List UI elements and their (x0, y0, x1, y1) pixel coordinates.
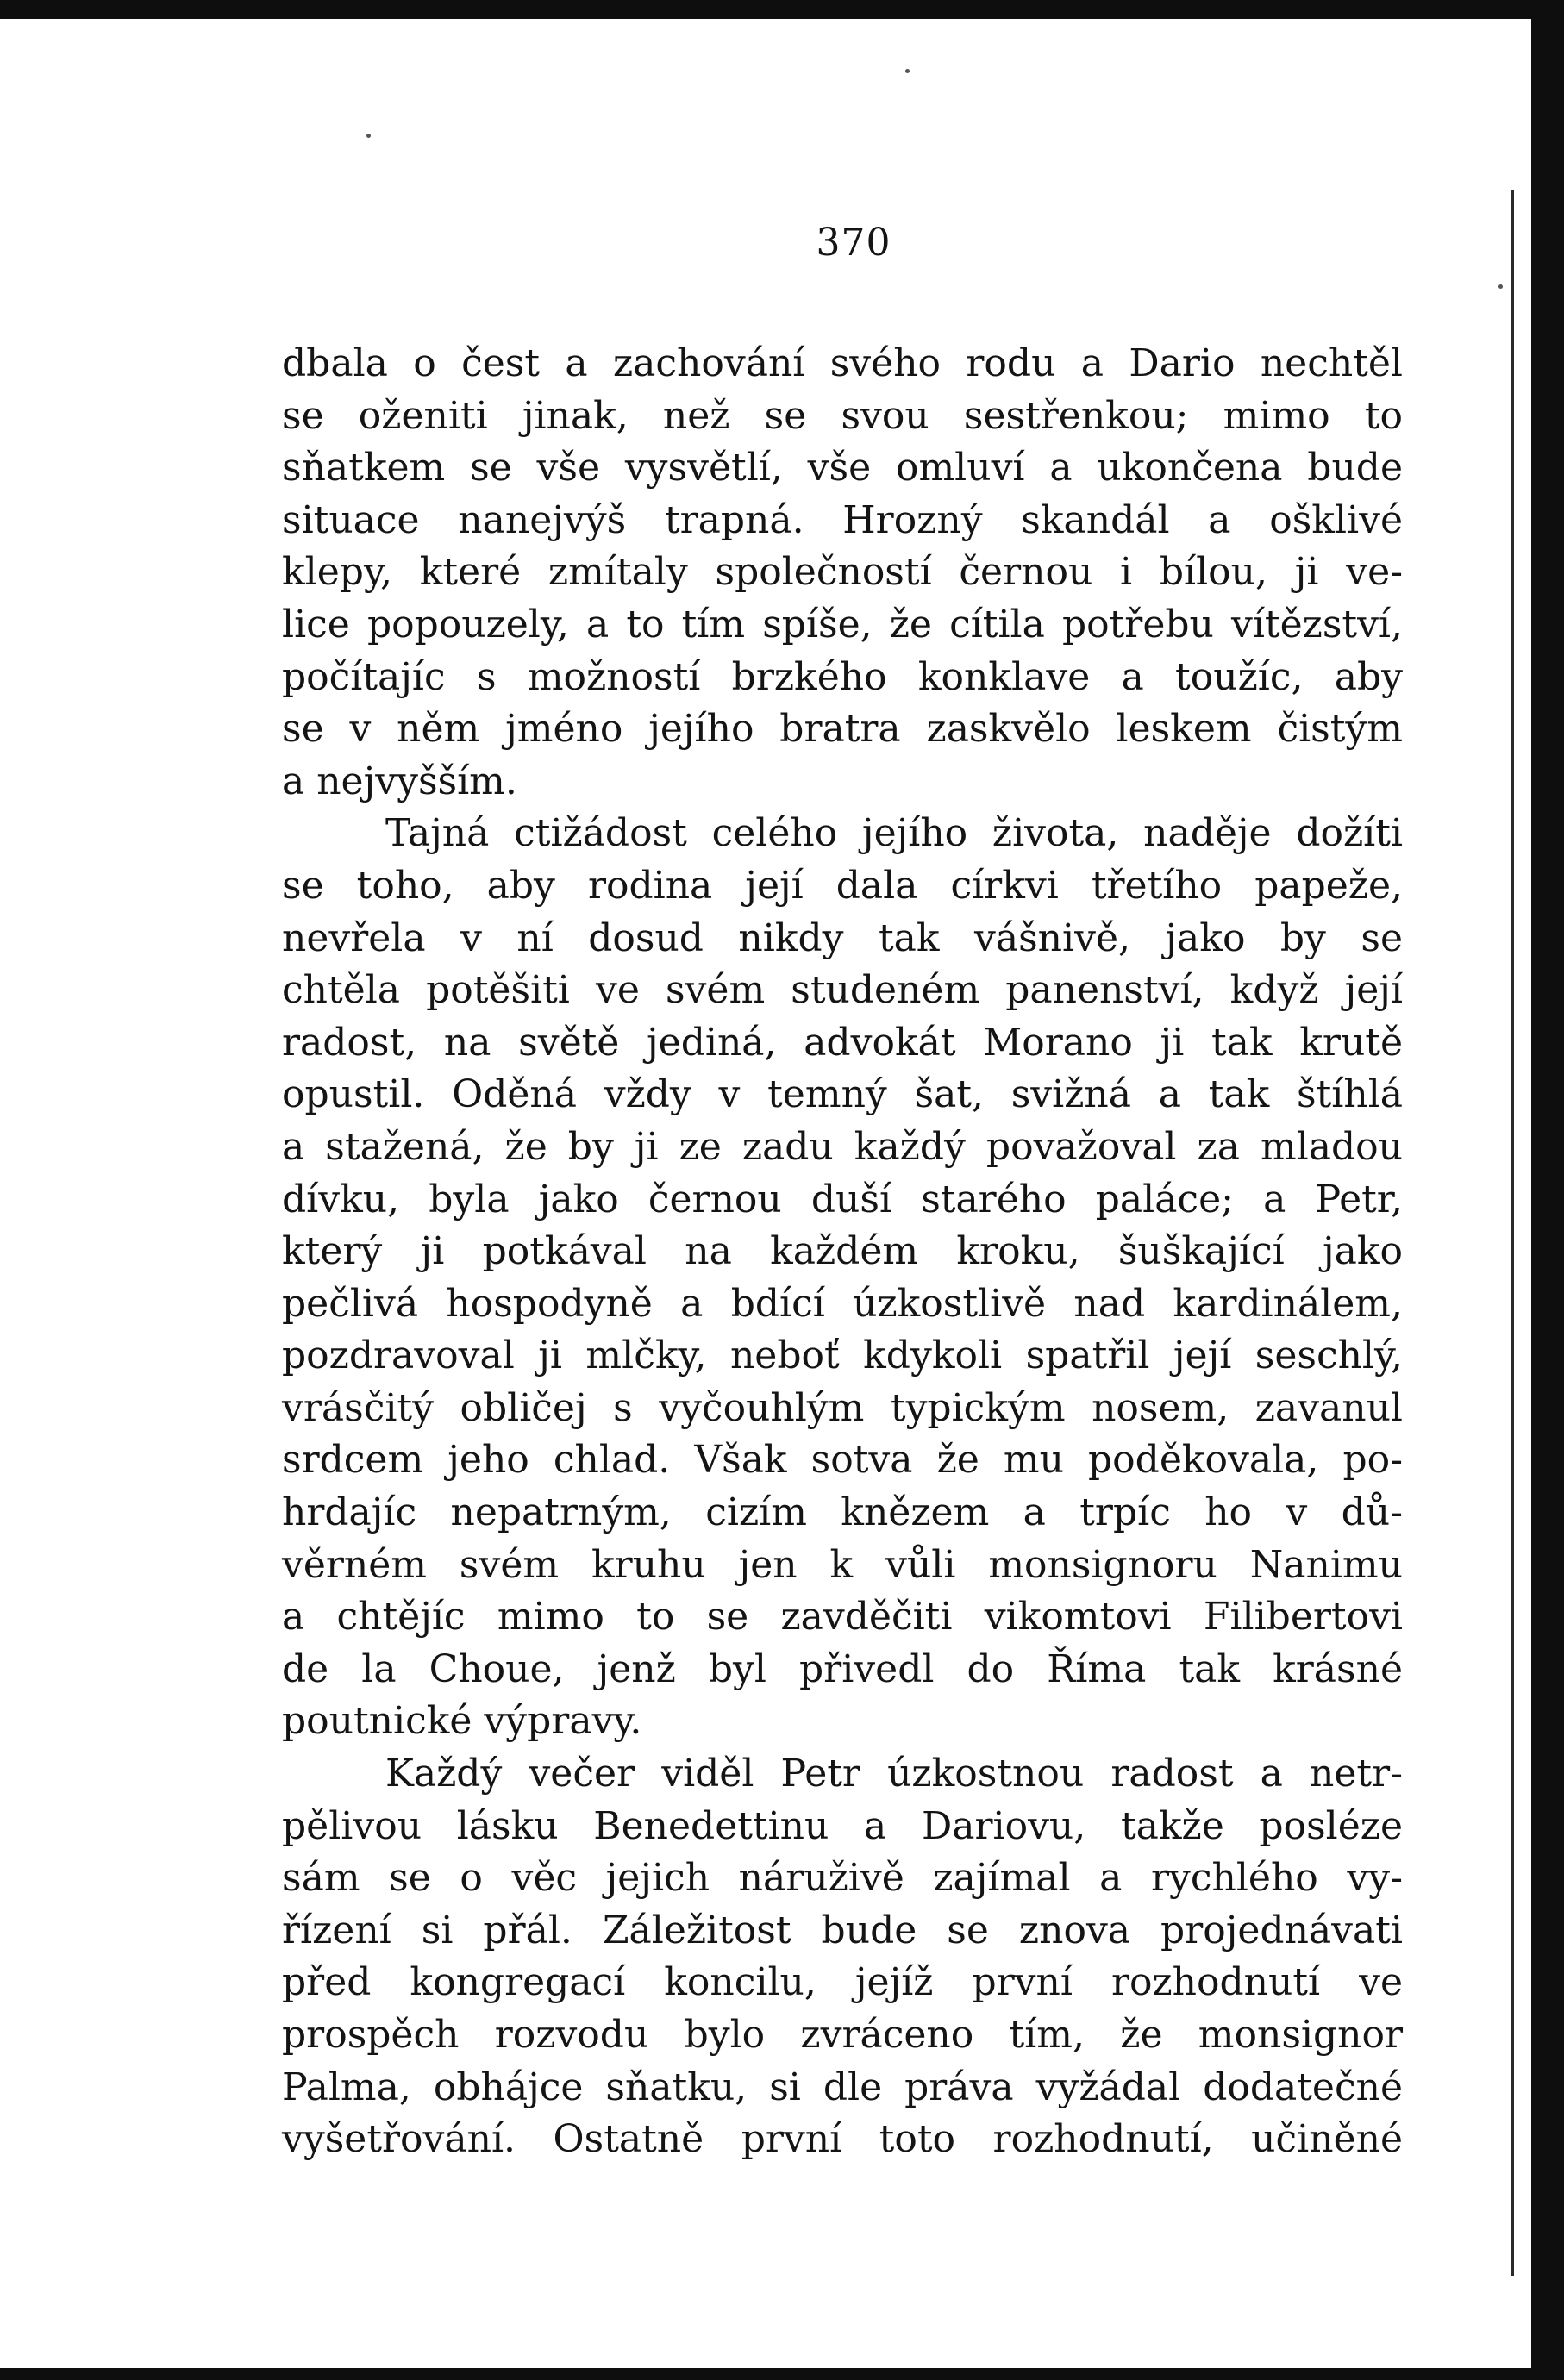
scan-edge-line (1511, 190, 1514, 2276)
text-line: prospěch rozvodu bylo zvráceno tím, že monsignor (282, 2013, 1403, 2057)
scan-speck (366, 134, 371, 138)
text-line: a stažená, že by ji ze zadu každý považoval za mladou (282, 1124, 1403, 1169)
scan-border-bottom (0, 2368, 1564, 2380)
text-line: se oženiti jinak, než se svou sestřenkou; mimo to (282, 393, 1403, 438)
text-line: Palma, obhájce sňatku, si dle práva vyžádal dodatečné (282, 2065, 1403, 2109)
text-line: opustil. Oděná vždy v temný šat, svižná a tak štíhlá (282, 1072, 1403, 1117)
text-line: vrásčitý obličej s vyčouhlým typickým nosem, zavanul (282, 1385, 1403, 1430)
text-line: pozdravoval ji mlčky, neboť kdykoli spatřil její seschlý, (282, 1334, 1403, 1378)
text-line: lice popouzely, a to tím spíše, že cítila potřebu vítězství, (282, 602, 1403, 647)
text-line: který ji potkával na každém kroku, šuškající jako (282, 1229, 1403, 1274)
text-line: nevřela v ní dosud nikdy tak vášnivě, jako by se (282, 915, 1403, 960)
text-line: pělivou lásku Benedettinu a Dariovu, takže posléze (282, 1803, 1403, 1848)
text-line: poutnické výpravy. (282, 1699, 642, 1744)
text-line: počítajíc s možností brzkého konklave a toužíc, aby (282, 654, 1403, 699)
text-line: se v něm jméno jejího bratra zaskvělo leskem čistým (282, 707, 1403, 752)
text-line: a chtějíc mimo to se zavděčiti vikomtovi Filibertovi (282, 1595, 1403, 1640)
text-line: situace nanejvýš trapná. Hrozný skandál a ošklivé (282, 497, 1403, 542)
text-line: radost, na světě jediná, advokát Morano ji tak krutě (282, 1020, 1403, 1065)
text-line: srdcem jeho chlad. Však sotva že mu poděkovala, po- (282, 1438, 1403, 1483)
text-line: řízení si přál. Záležitost bude se znova projednávati (282, 1908, 1403, 1952)
page-number: 370 (816, 221, 891, 265)
scan-speck (1498, 284, 1503, 289)
text-line: a nejvyšším. (282, 759, 517, 803)
text-line: dbala o čest a zachování svého rodu a Dario nechtěl (282, 341, 1403, 385)
text-line: chtěla potěšiti ve svém studeném panenství, když její (282, 968, 1403, 1013)
text-line: pečlivá hospodyně a bdící úzkostlivě nad kardinálem, (282, 1281, 1403, 1326)
text-line: sňatkem se vše vysvětlí, vše omluví a ukončena bude (282, 446, 1403, 490)
text-line: vyšetřování. Ostatně první toto rozhodnutí, učiněné (282, 2117, 1403, 2162)
scan-speck (905, 69, 910, 73)
text-line: hrdajíc nepatrným, cizím knězem a trpíc ho v dů- (282, 1490, 1403, 1535)
body-text (282, 338, 1403, 2166)
text-line: Každý večer viděl Petr úzkostnou radost a netr- (385, 1752, 1403, 1796)
text-line: de la Choue, jenž byl přivedl do Říma tak krásné (282, 1646, 1403, 1691)
text-line: Tajná ctižádost celého jejího života, naděje dožíti (385, 811, 1403, 856)
text-line: sám se o věc jejich náruživě zajímal a rychlého vy- (282, 1856, 1403, 1901)
text-line: klepy, které zmítaly společností černou i bílou, ji ve- (282, 550, 1403, 595)
scan-border-right (1531, 0, 1564, 2380)
text-line: se toho, aby rodina její dala církvi třetího papeže, (282, 863, 1403, 908)
text-line: dívku, byla jako černou duší starého paláce; a Petr, (282, 1177, 1403, 1221)
text-line: před kongregací koncilu, jejíž první rozhodnutí ve (282, 1960, 1403, 2005)
scan-border-top (0, 0, 1564, 19)
text-line: věrném svém kruhu jen k vůli monsignoru Nanimu (282, 1542, 1403, 1587)
